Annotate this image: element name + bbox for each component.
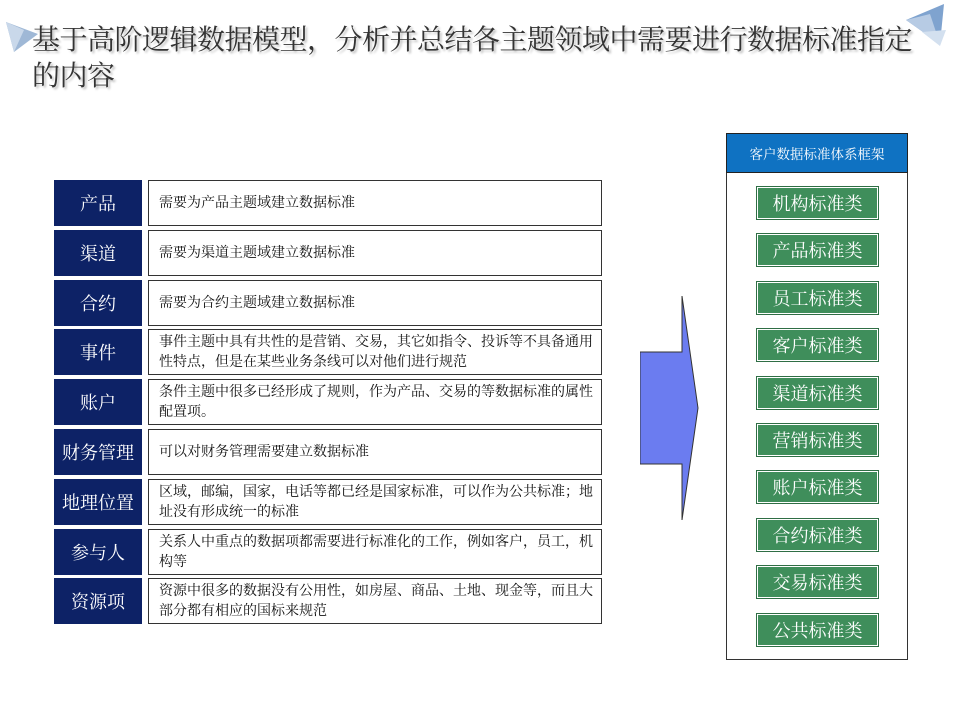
subject-label: 资源项 (54, 578, 142, 624)
subject-description: 条件主题中很多已经形成了规则，作为产品、交易的等数据标准的属性配置项。 (148, 379, 602, 425)
framework-header: 客户数据标准体系框架 (726, 133, 908, 173)
subject-description: 需要为合约主题域建立数据标准 (148, 280, 602, 326)
subject-row (54, 379, 604, 429)
subject-label: 事件 (54, 329, 142, 375)
subject-row (54, 329, 604, 379)
framework-item: 交易标准类 (757, 566, 878, 598)
subject-label: 产品 (54, 180, 142, 226)
framework-item: 合约标准类 (757, 519, 878, 551)
subject-row (54, 578, 604, 628)
subject-description: 需要为渠道主题域建立数据标准 (148, 230, 602, 276)
framework-item: 账户标准类 (757, 471, 878, 503)
page-title: 基于高阶逻辑数据模型，分析并总结各主题领域中需要进行数据标准指定的内容 (32, 23, 913, 92)
subject-row (54, 479, 604, 529)
framework-item: 渠道标准类 (757, 377, 878, 409)
framework-item: 员工标准类 (757, 282, 878, 314)
subject-description: 区域，邮编，国家，电话等都已经是国家标准，可以作为公共标准；地址没有形成统一的标准 (148, 479, 602, 525)
subject-label: 参与人 (54, 529, 142, 575)
subject-area-list (54, 180, 604, 628)
right-arrow-icon (640, 296, 700, 520)
subject-label: 渠道 (54, 230, 142, 276)
subject-row (54, 529, 604, 579)
framework-panel (726, 133, 908, 660)
subject-label: 账户 (54, 379, 142, 425)
framework-item: 机构标准类 (757, 187, 878, 219)
subject-row (54, 280, 604, 330)
subject-label: 合约 (54, 280, 142, 326)
framework-item: 公共标准类 (757, 614, 878, 646)
subject-label: 财务管理 (54, 429, 142, 475)
subject-row (54, 180, 604, 230)
subject-row (54, 230, 604, 280)
subject-description: 需要为产品主题域建立数据标准 (148, 180, 602, 226)
framework-item: 客户标准类 (757, 329, 878, 361)
subject-description: 可以对财务管理需要建立数据标准 (148, 429, 602, 475)
subject-label: 地理位置 (54, 479, 142, 525)
framework-item: 营销标准类 (757, 424, 878, 456)
subject-description: 事件主题中具有共性的是营销、交易，其它如指令、投诉等不具备通用性特点，但是在某些业务条线可以对他们进行规范 (148, 329, 602, 375)
subject-description: 资源中很多的数据没有公用性，如房屋、商品、土地、现金等，而且大部分都有相应的国标来规范 (148, 578, 602, 624)
subject-description: 关系人中重点的数据项都需要进行标准化的工作，例如客户，员工，机构等 (148, 529, 602, 575)
subject-row (54, 429, 604, 479)
framework-item: 产品标准类 (757, 234, 878, 266)
